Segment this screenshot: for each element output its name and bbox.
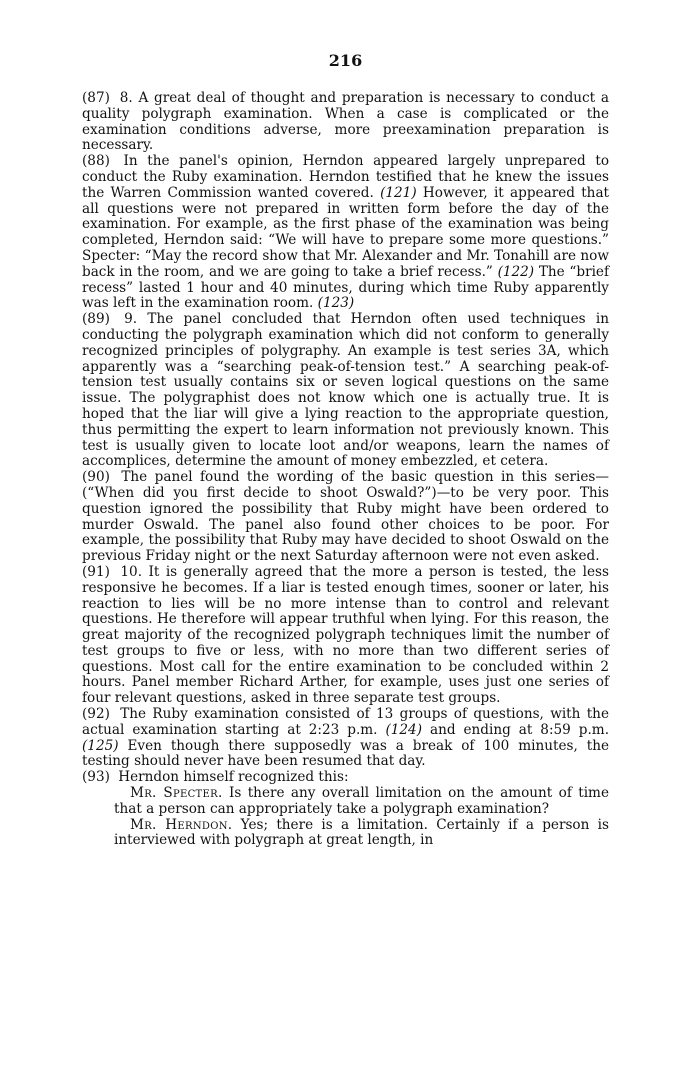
paragraph-91 — [82, 565, 609, 707]
testimony-quote — [114, 786, 609, 818]
paragraph-text: 8. A great deal of thought and preparation is necessary to conduct a quality polygraph examination. When a case is complicated or the examination conditions adverse, more preexamination preparation is necessary. — [82, 90, 610, 154]
paragraph-text: In the panel's opinion, Herndon appeared largely unprepared to conduct the Ruby examination. Herndon testified that he knew the issues the Warren Commission wanted covered. — [82, 153, 609, 201]
quote-text: Yes; there is a limitation. Certainly if a person is interviewed with polygraph at great length, in — [114, 816, 609, 849]
paragraph-number: (91) — [82, 563, 110, 580]
paragraph-number: (88) — [82, 153, 110, 170]
quote-text: Is there any overall limitation on the amount of time that a person can appropriately take a polygraph examination? — [114, 785, 609, 817]
paragraph-number: (93) — [82, 769, 110, 786]
reference-number: (125) — [82, 737, 119, 754]
paragraph-text: The “brief recess” lasted 1 hour and 40 minutes, during which time Ruby apparently was left in the examination room. — [82, 263, 609, 312]
paragraph-87 — [82, 91, 609, 154]
reference-number: (121) — [380, 184, 417, 201]
paragraph-text: and ending at 8:59 p.m. — [429, 721, 610, 738]
reference-number: (124) — [385, 721, 423, 738]
paragraph-89 — [82, 312, 609, 470]
paragraph-text: The Ruby examination consisted of 13 groups of questions, with the actual examination starting at 2:23 p.m. — [82, 706, 609, 738]
body-text — [82, 91, 609, 849]
paragraph-number: (89) — [82, 311, 110, 328]
paragraph-text: Herndon himself recognized this: — [118, 769, 349, 786]
speaker-name: Mr. Specter. — [130, 785, 223, 802]
testimony-quote — [114, 818, 609, 850]
paragraph-90 — [82, 470, 609, 565]
paragraph-93 — [82, 770, 609, 786]
paragraph-number: (90) — [82, 469, 110, 486]
paragraph-text: Even though there supposedly was a break of 100 minutes, the testing should never have been resumed that day. — [82, 737, 609, 770]
paragraph-text: 10. It is generally agreed that the more a person is tested, the less responsive he becomes. If a liar is tested enough times, sooner or later, his reaction to lies will be no more intense than to control and relevant questions. He therefore will appear truthful when lying. For this reason, the great majority of the recognized polygraph techniques limit the number of test groups to five or less, with no more than two different series of questions. Most call for the entire examination to be concluded within 2 hours. Panel member Richard Arther, for example, uses just one series of four relevant questions, asked in three separate test groups. — [82, 563, 609, 707]
paragraph-92 — [82, 707, 609, 770]
page-number: 216 — [328, 51, 363, 70]
paragraph-number: (92) — [82, 706, 110, 723]
reference-number: (123) — [317, 295, 355, 312]
paragraph-text: The panel found the wording of the basic question in this series—(“When did you first decide to shoot Oswald?”)—to be very poor. This question ignored the possibility that Ruby might have been ordered to murder Oswald. The panel also found other choices to be poor. For example, the possibility that Ruby may have decided to shoot Oswald on the previous Friday night or the next Saturday afternoon were not even asked. — [82, 469, 609, 565]
paragraph-88 — [82, 154, 609, 312]
paragraph-text: However, it appeared that all questions were not prepared in written form before the day of the examination. For example, as the first phase of the examination was being completed, Herndon said: “We will have to prepare some more questions.” Specter: “May the record show that Mr. Alexander and Mr. Tonahill are now back in the room, and we are going to take a brief recess.” — [82, 184, 610, 280]
paragraph-number: (87) — [82, 90, 110, 106]
paragraph-text: 9. The panel concluded that Herndon often used techniques in conducting the polygraph examination which did not conform to generally recognized principles of polygraphy. An example is test series 3A, which apparently was a “searching peak-of-tension test.” A searching peak-of-tension test usually contains six or seven logical questions on the same issue. The polygraphist does not know which one is actually true. It is hoped that the liar will give a lying reaction to the appropriate question, thus permitting the expert to learn information not previously known. This test is usually given to locate loot and/or weapons, learn the names of accomplices, determine the amount of money embezzled, et cetera. — [82, 311, 609, 470]
speaker-name: Mr. Herndon. — [130, 816, 233, 833]
reference-number: (122) — [497, 263, 535, 280]
